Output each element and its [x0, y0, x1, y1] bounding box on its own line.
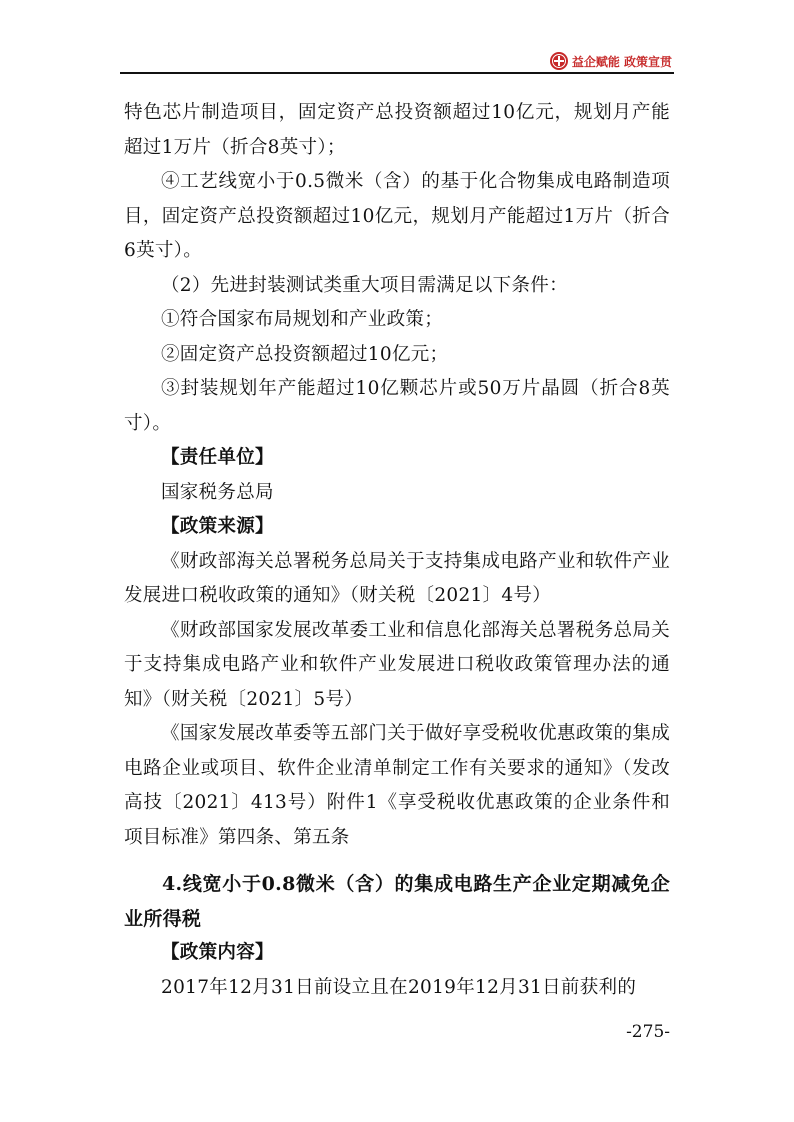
heading-policy-content: 【政策内容】: [161, 942, 274, 963]
heading-policy-source: 【政策来源】: [161, 516, 274, 537]
section-4-title: 4.线宽小于0.8微米（含）的集成电路生产企业定期减免企业所得税: [124, 873, 670, 930]
paragraph-packaging-conditions: （2）先进封装测试类重大项目需满足以下条件：: [161, 274, 568, 296]
header-brand: [550, 50, 672, 72]
policy-source-2: 《财政部国家发展改革委工业和信息化部海关总署税务总局关于支持集成电路产业和软件产业发展进口税收政策管理办法的通知》（财关税〔2021〕5号）: [124, 619, 670, 710]
enterprise-logo-icon: [550, 52, 568, 70]
paragraph-item-4: ④工艺线宽小于0.5微米（含）的基于化合物集成电路制造项目，固定资产总投资额超过10亿元，规划月产能超过1万片（折合6英寸）。: [124, 171, 670, 261]
page-number: -275-: [626, 1022, 670, 1042]
document-body: [124, 96, 670, 1005]
policy-content-start: 2017年12月31日前设立且在2019年12月31日前获利的: [161, 976, 637, 998]
brand-text: 益企赋能 政策宣贯: [571, 54, 672, 69]
condition-1: ①符合国家布局规划和产业政策；: [161, 309, 444, 330]
policy-source-1: 《财政部海关总署税务总局关于支持集成电路产业和软件产业发展进口税收政策的通知》（财关税〔2021〕4号）: [124, 550, 670, 606]
header-rule: [120, 72, 674, 74]
condition-3: ③封装规划年产能超过10亿颗芯片或50万片晶圆（折合8英寸）。: [124, 378, 670, 434]
responsible-unit: 国家税务总局: [161, 481, 274, 503]
policy-source-3: 《国家发展改革委等五部门关于做好享受税收优惠政策的集成电路企业或项目、软件企业清单制定工作有关要求的通知》（发改高技〔2021〕413号）附件1《享受税收优惠政策的企业条件和项目标准》第四条、第五条: [124, 723, 670, 848]
condition-2: ②固定资产总投资额超过10亿元；: [161, 343, 449, 365]
paragraph-chip-manufacturing: 特色芯片制造项目，固定资产总投资额超过10亿元，规划月产能超过1万片（折合8英寸）；: [124, 102, 670, 158]
heading-responsible-unit: 【责任单位】: [161, 447, 274, 468]
